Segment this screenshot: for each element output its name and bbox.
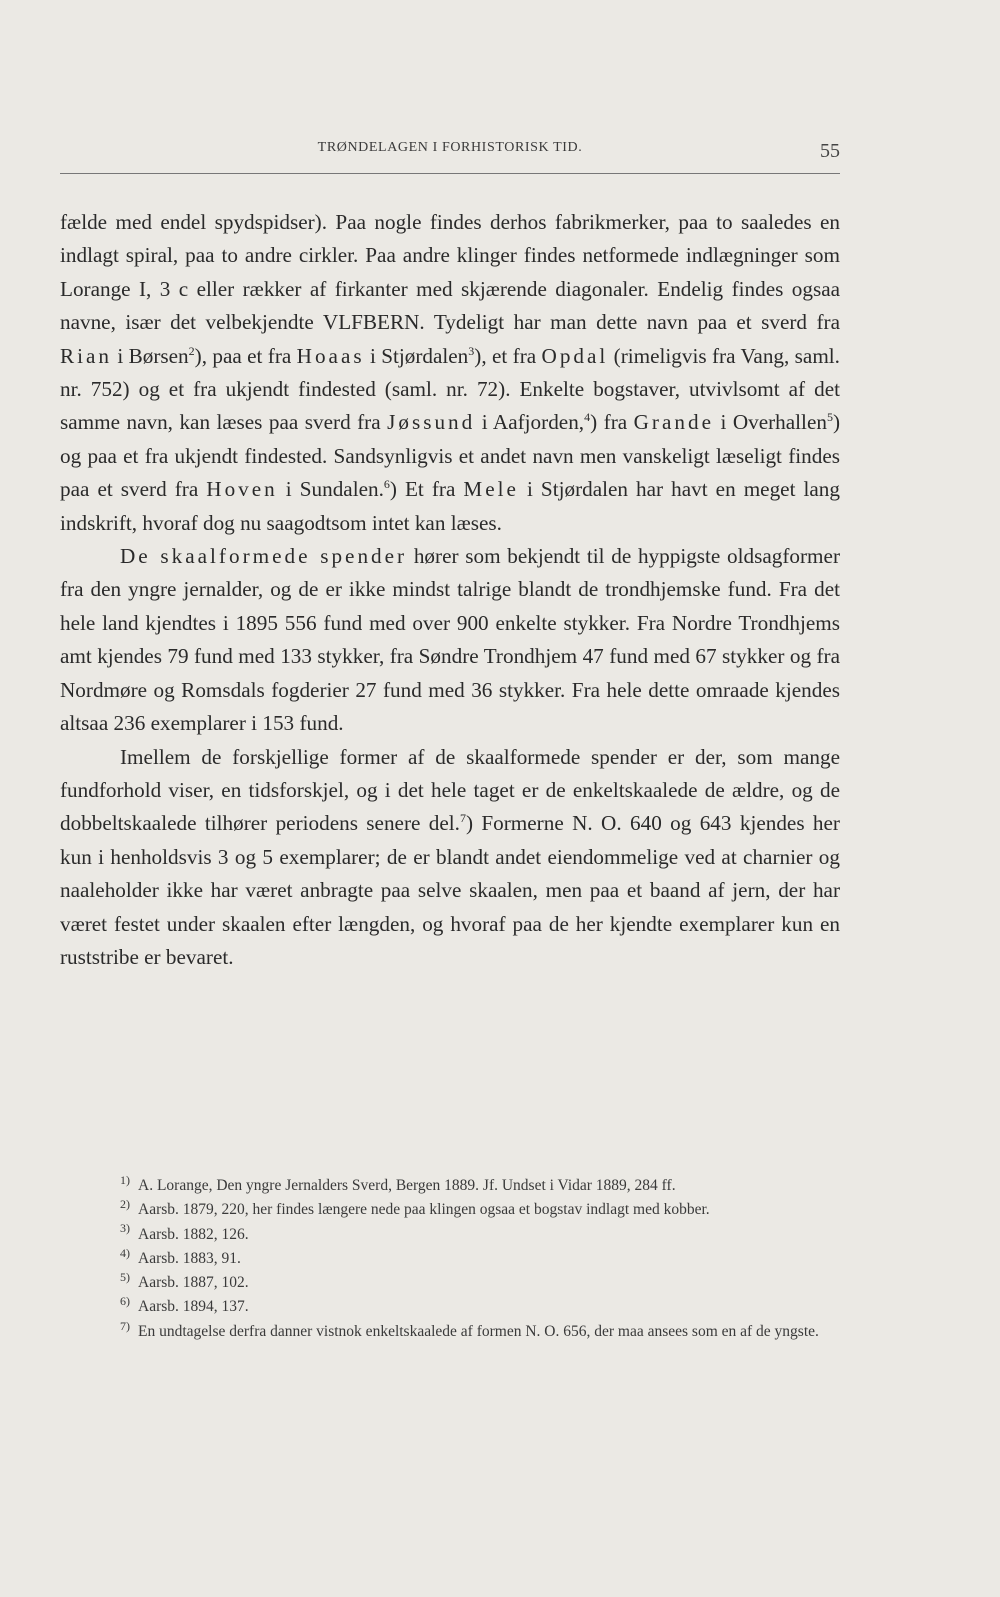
footnote-text: A. Lorange, Den yngre Jernalders Sverd, Bergen 1889. Jf. Undset i Vidar 1889, 284 ff. [138, 1177, 676, 1194]
page-header [60, 132, 840, 174]
place-name-hoven: Hoven [206, 477, 278, 502]
section-term: De skaalformede spender [120, 544, 408, 569]
paragraph-2 [60, 540, 840, 740]
running-title: TRØNDELAGEN I FORHISTORISK TID. [317, 140, 583, 155]
text-run: i Børsen [112, 343, 189, 368]
text-run: i Aafjorden, [475, 410, 585, 435]
footnote-text: Aarsb. 1882, 126. [138, 1225, 249, 1243]
footnote-mark: 3) [120, 1221, 130, 1236]
footnote [60, 1320, 840, 1344]
footnote-mark: 7) [120, 1318, 130, 1333]
footnote-mark: 1) [120, 1172, 130, 1187]
footnote-ref-2: 2 [188, 343, 195, 358]
footnote-ref-4: 4 [584, 410, 591, 425]
paragraph-3 [60, 741, 840, 975]
footnote-mark: 5) [120, 1270, 130, 1285]
footnote-ref-3: 3 [468, 343, 475, 358]
place-name-rian: Rian [60, 343, 113, 368]
footnote [60, 1247, 840, 1271]
text-run: fælde med endel spydspidser). Paa nogle findes derhos fabrikmerker, paa to saaledes en indlagt spiral, paa to andre cirkler. Paa andre klinger findes netformede indlægninger som Lorange I, 3 c eller rækker af firkanter med skjærende diagonaler. Endelig findes ogsaa navne, især det velbekjendte VLFBERN. Tydeligt har man dette navn paa et sverd fra [60, 210, 840, 335]
text-run: ) Et fra [389, 477, 464, 502]
place-name-jossund: Jøssund [387, 410, 476, 435]
text-run: ), et fra [474, 343, 542, 368]
footnote [60, 1271, 840, 1295]
text-run: i Stjørdalen har havt en meget lang indskrift, hvoraf dog nu saagodtsom intet kan læses. [60, 477, 840, 535]
place-name-hoaas: Hoaas [296, 343, 365, 368]
footnote-text: Aarsb. 1887, 102. [138, 1274, 249, 1292]
text-run: Imellem de forskjellige former af de skaalformede spender er der, som mange fundforhold viser, en tidsforskjel, og i det hele taget er de enkeltskaalede de ældre, og de dobbeltskaalede tilhører periodens senere del. [60, 744, 840, 836]
footnote-mark: 6) [120, 1294, 130, 1309]
text-run: i Overhallen [713, 410, 827, 435]
footnote-ref-5: 5 [826, 410, 833, 425]
body-text [60, 206, 840, 974]
footnote-mark: 2) [120, 1197, 130, 1212]
text-run: (rimeligvis fra Vang, saml. nr. 752) og et fra ukjendt findested (saml. nr. 72). Enkelte bogstaver, utvivlsomt af det samme navn, kan læses paa sverd fra [60, 343, 840, 435]
place-name-grande: Grande [633, 410, 714, 435]
footnote-text: En undtagelse derfra danner vistnok enkeltskaalede af formen N. O. 656, der maa ansees som en af de yngste. [138, 1322, 819, 1340]
text-run: ) fra [590, 410, 634, 435]
footnote-mark: 4) [120, 1245, 130, 1260]
text-run: ) Formerne N. O. 640 og 643 kjendes her kun i henholdsvis 3 og 5 exemplarer; de er blandt andet eiendommelige ved at charnier og naaleholder ikke har været anbragte paa selve skaalen, men paa et baand af jern, der har været festet under skaalen efter længden, og hvoraf paa de her kjendte exemplarer kun en ruststribe er bevaret. [60, 811, 840, 969]
footnotes [60, 1174, 840, 1344]
footnote-text: Aarsb. 1883, 91. [138, 1249, 241, 1267]
place-name-mele: Mele [463, 477, 519, 502]
text-run: hører som bekjendt til de hyppigste oldsagformer fra den yngre jernalder, og de er ikke mindst talrige blandt de trondhjemske fund. Fra det hele land kjendtes i 1895 556 fund med over 900 enkelte stykker. Fra Nordre Trondhjems amt kjendes 79 fund med 133 stykker, fra Søndre Trondhjem 47 fund med 67 stykker og fra Nordmøre og Romsdals fogderier 27 fund med 36 stykker. Fra hele dette omraade kjendes altsaa 236 exemplarer i 153 fund. [60, 544, 840, 736]
footnote [60, 1223, 840, 1247]
header-rule [60, 173, 840, 174]
text-run: ) og paa et fra ukjendt findested. Sandsynligvis et andet navn men vanskeligt læseligt findes paa et sverd fra [60, 410, 841, 502]
text-run: ), paa et fra [194, 343, 297, 368]
footnote-text: Aarsb. 1894, 137. [138, 1298, 249, 1316]
page-number: 55 [820, 140, 840, 162]
footnote-ref-6: 6 [383, 477, 390, 492]
paragraph-1 [60, 206, 840, 540]
footnote-ref-7: 7 [459, 811, 466, 826]
footnote [60, 1295, 840, 1319]
footnote [60, 1174, 840, 1198]
footnote-text: Aarsb. 1879, 220, her findes længere nede paa klingen ogsaa et bogstav indlagt med kobber. [138, 1201, 710, 1219]
text-run: i Stjørdalen [364, 343, 469, 368]
place-name-opdal: Opdal [541, 343, 609, 368]
footnote [60, 1198, 840, 1222]
text-run: i Sundalen. [277, 477, 384, 502]
